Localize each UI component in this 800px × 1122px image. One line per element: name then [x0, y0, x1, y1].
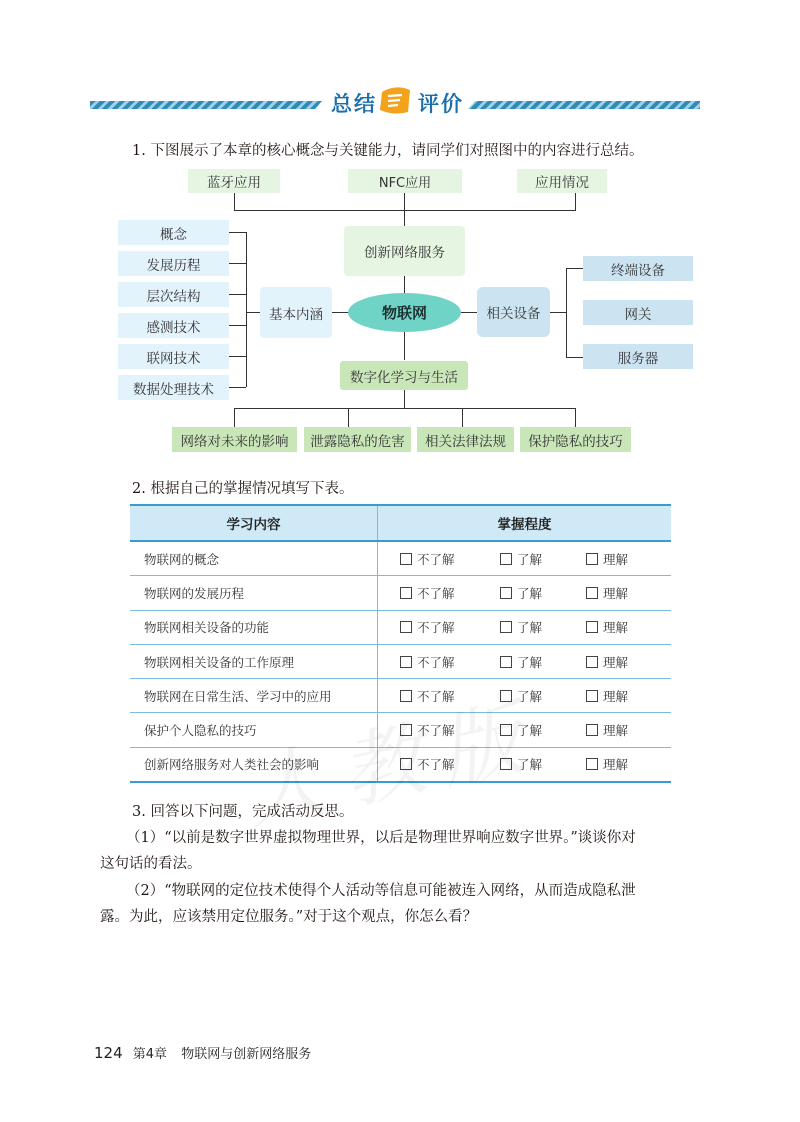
- checkbox[interactable]: [400, 587, 412, 599]
- option-know[interactable]: 了解: [500, 584, 586, 602]
- mindmap-left-item: 概念: [118, 220, 229, 245]
- chapter-label: 第4章: [132, 1047, 168, 1062]
- chapter-title: 物联网与创新网络服务: [181, 1047, 312, 1062]
- checkbox[interactable]: [400, 656, 412, 668]
- mindmap-left-item: 数据处理技术: [118, 375, 229, 400]
- mindmap-left-item: 发展历程: [118, 251, 229, 276]
- option-understand[interactable]: 理解: [586, 584, 628, 602]
- mindmap-right-item: 终端设备: [583, 256, 693, 281]
- summary-evaluation-icon: [378, 86, 414, 116]
- option-know[interactable]: 了解: [500, 653, 586, 671]
- mindmap-left-item: 层次结构: [118, 282, 229, 307]
- mindmap-top-node: 创新网络服务: [344, 226, 465, 276]
- checkbox[interactable]: [586, 690, 598, 702]
- option-not-understand[interactable]: 不了解: [378, 618, 500, 636]
- option-know[interactable]: 了解: [500, 755, 586, 773]
- row-content: 物联网的概念: [130, 541, 378, 576]
- checkbox[interactable]: [500, 587, 512, 599]
- checkbox[interactable]: [400, 621, 412, 633]
- mindmap-right-node: 相关设备: [477, 287, 550, 337]
- page-number: 124: [94, 1044, 123, 1062]
- checkbox[interactable]: [586, 758, 598, 770]
- table-header-row: [130, 505, 671, 541]
- option-not-understand[interactable]: 不了解: [378, 687, 500, 705]
- option-not-understand[interactable]: 不了解: [378, 653, 500, 671]
- option-know[interactable]: 了解: [500, 618, 586, 636]
- table-row: [130, 576, 671, 610]
- row-content: 物联网相关设备的工作原理: [130, 644, 378, 678]
- mindmap-left-item: 感测技术: [118, 313, 229, 338]
- checkbox[interactable]: [586, 621, 598, 633]
- option-understand[interactable]: 理解: [586, 653, 628, 671]
- q3-sub1-line2: 这句话的看法。: [100, 856, 202, 872]
- option-know[interactable]: 了解: [500, 721, 586, 739]
- table-row: [130, 610, 671, 644]
- mindmap-bottom-item: 网络对未来的影响: [172, 427, 297, 452]
- row-content: 创新网络服务对人类社会的影响: [130, 747, 378, 782]
- mindmap-left-node: 基本内涵: [260, 287, 332, 338]
- mindmap-top-item-3: 应用情况: [517, 169, 607, 193]
- header-right-text: 评价: [418, 92, 464, 116]
- q1-prompt: 1. 下图展示了本章的核心概念与关键能力，请同学们对照图中的内容进行总结。: [132, 143, 644, 159]
- mindmap-top-item-1: 蓝牙应用: [188, 169, 280, 193]
- q3-sub2-line1: （2）“物联网的定位技术使得个人活动等信息可能被连入网络，从而造成隐私泄: [126, 883, 636, 899]
- mindmap-bottom-node: 数字化学习与生活: [340, 361, 468, 390]
- option-not-understand[interactable]: 不了解: [378, 550, 500, 568]
- option-not-understand[interactable]: 不了解: [378, 721, 500, 739]
- mindmap-right-item: 服务器: [583, 344, 693, 369]
- mindmap-bottom-item: 相关法律法规: [417, 427, 514, 452]
- checkbox[interactable]: [586, 553, 598, 565]
- q3-sub1-line1: （1）“以前是数字世界虚拟物理世界，以后是物理世界响应数字世界。”谈谈你对: [126, 830, 636, 846]
- header-band-left: [90, 101, 322, 109]
- mindmap-center: 物联网: [348, 293, 461, 332]
- mindmap-right-item: 网关: [583, 300, 693, 325]
- page-footer: [94, 1043, 311, 1062]
- mindmap-bottom-item: 保护隐私的技巧: [520, 427, 631, 452]
- q2-prompt: 2. 根据自己的掌握情况填写下表。: [132, 481, 354, 497]
- row-content: 物联网在日常生活、学习中的应用: [130, 679, 378, 713]
- option-know[interactable]: 了解: [500, 550, 586, 568]
- option-understand[interactable]: 理解: [586, 721, 628, 739]
- checkbox[interactable]: [500, 656, 512, 668]
- option-understand[interactable]: 理解: [586, 755, 628, 773]
- column-header-level: 掌握程度: [378, 505, 672, 541]
- row-content: 物联网相关设备的功能: [130, 610, 378, 644]
- checkbox[interactable]: [500, 553, 512, 565]
- checkbox[interactable]: [500, 621, 512, 633]
- option-understand[interactable]: 理解: [586, 618, 628, 636]
- option-not-understand[interactable]: 不了解: [378, 755, 500, 773]
- option-understand[interactable]: 理解: [586, 687, 628, 705]
- column-header-content: 学习内容: [130, 505, 378, 541]
- option-not-understand[interactable]: 不了解: [378, 584, 500, 602]
- checkbox[interactable]: [586, 587, 598, 599]
- checkbox[interactable]: [400, 553, 412, 565]
- mindmap-bottom-item: 泄露隐私的危害: [304, 427, 411, 452]
- table-row: [130, 644, 671, 678]
- checkbox[interactable]: [586, 656, 598, 668]
- q3-sub2-line2: 露。为此，应该禁用定位服务。”对于这个观点，你怎么看？: [100, 909, 478, 925]
- mindmap-top-item-2: NFC应用: [348, 169, 462, 193]
- row-content: 物联网的发展历程: [130, 576, 378, 610]
- mindmap-left-item: 联网技术: [118, 344, 229, 369]
- option-know[interactable]: 了解: [500, 687, 586, 705]
- option-understand[interactable]: 理解: [586, 550, 628, 568]
- row-content: 保护个人隐私的技巧: [130, 713, 378, 747]
- checkbox[interactable]: [586, 724, 598, 736]
- q3-prompt: 3. 回答以下问题，完成活动反思。: [132, 804, 354, 820]
- header-band-right: [468, 101, 700, 109]
- header-left-text: 总结: [331, 92, 377, 116]
- table-row: [130, 541, 671, 576]
